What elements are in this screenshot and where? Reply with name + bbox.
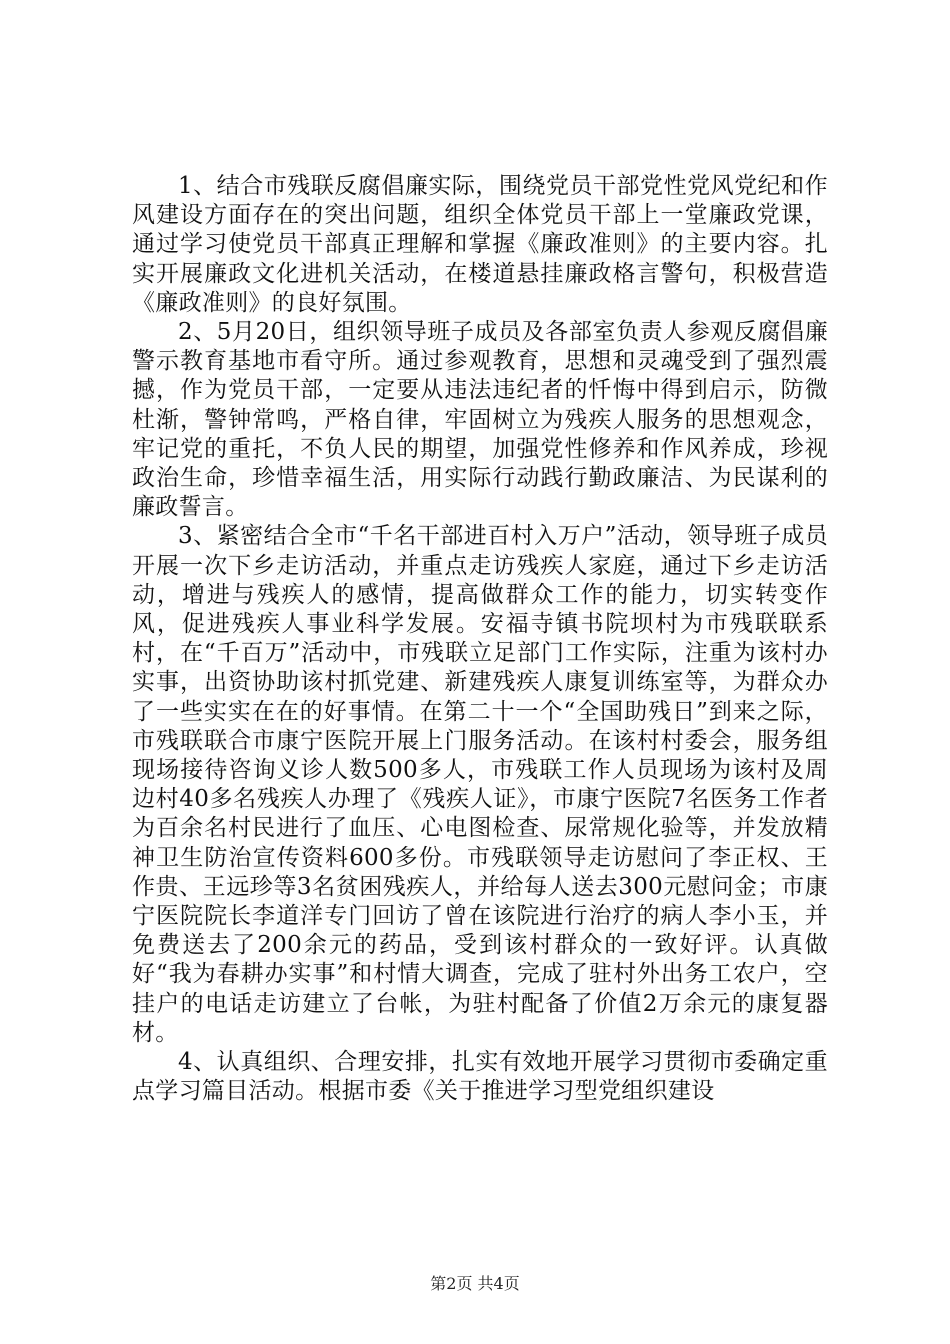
page-number-footer: 第2页 共4页: [430, 1274, 520, 1293]
paragraph-2: 2、5月20日，组织领导班子成员及各部室负责人参观反腐倡廉警示教育基地市看守所。通过参观教育，思想和灵魂受到了强烈震撼，作为党员干部，一定要从违法违纪者的忏悔中得到启示，防微杜渐，警钟常鸣，严格自律，牢固树立为残疾人服务的思想观念，牢记党的重托，不负人民的期望，加强党性修养和作风养成，珍视政治生命，珍惜幸福生活，用实际行动践行勤政廉洁、为民谋利的廉政誓言。: [132, 319, 828, 521]
paragraph-3: 3、紧密结合全市“千名干部进百村入万户”活动，领导班子成员开展一次下乡走访活动，并重点走访残疾人家庭，通过下乡走访活动，增进与残疾人的感情，提高做群众工作的能力，切实转变作风，促进残疾人事业科学发展。安福寺镇书院坝村为市残联联系村，在“千百万”活动中，市残联立足部门工作实际，注重为该村办实事，出资协助该村抓党建、新建残疾人康复训练室等，为群众办了一些实实在在的好事情。在第二十一个“全国助残日”到来之际，市残联联合市康宁医院开展上门服务活动。在该村村委会，服务组现场接待咨询义诊人数500多人，市残联工作人员现场为该村及周边村40多名残疾人办理了《残疾人证》，市康宁医院7名医务工作者为百余名村民进行了血压、心电图检查、尿常规化验等，并发放精神卫生防治宣传资料600多份。市残联领导走访慰问了李正权、王作贵、王远珍等3名贫困残疾人，并给每人送去300元慰问金；市康宁医院院长李道洋专门回访了曾在该院进行治疗的病人李小玉，并免费送去了200余元的药品，受到该村群众的一致好评。认真做好“我为春耕办实事”和村情大调查，完成了驻村外出务工农户，空挂户的电话走访建立了台帐，为驻村配备了价值2万余元的康复器材。: [132, 523, 828, 1046]
paragraph-4: 4、认真组织、合理安排，扎实有效地开展学习贯彻市委确定重点学习篇目活动。根据市委《关于推进学习型党组织建设: [132, 1049, 828, 1105]
paragraph-1: 1、结合市残联反腐倡廉实际，围绕党员干部党性党风党纪和作风建设方面存在的突出问题，组织全体党员干部上一堂廉政党课，通过学习使党员干部真正理解和掌握《廉政准则》的主要内容。扎实开展廉政文化进机关活动，在楼道悬挂廉政格言警句，积极营造《廉政准则》的良好氛围。: [132, 173, 828, 316]
document-body: [132, 172, 828, 1107]
